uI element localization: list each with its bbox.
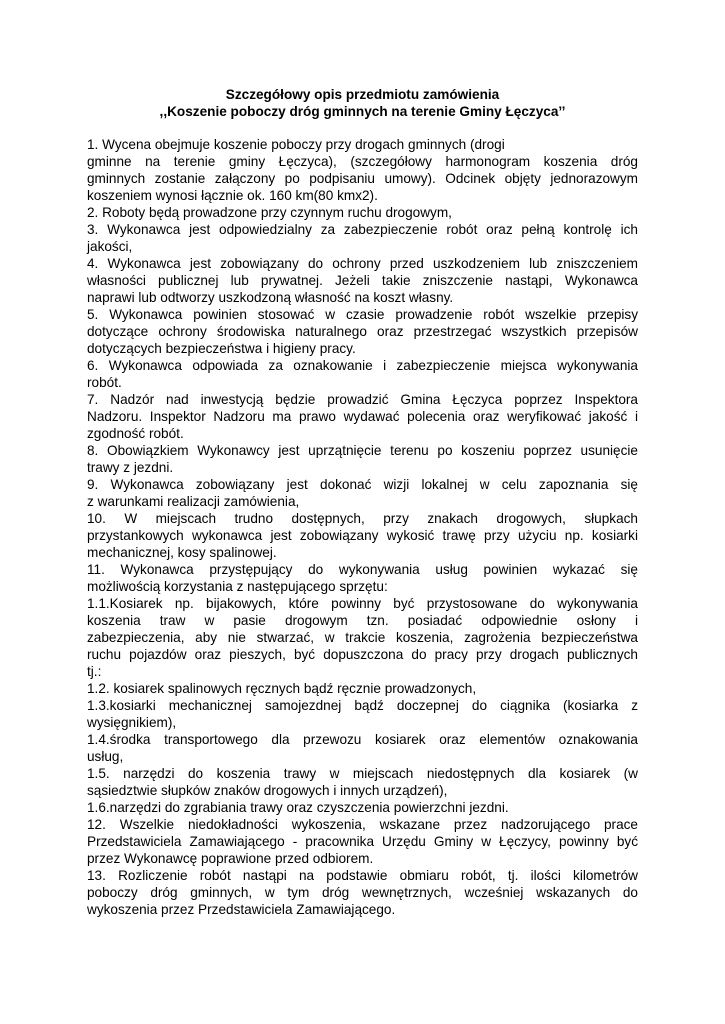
text-line: ruchu pojazdów oraz pieszych, być dopuszczona do pracy przy drogach publicznych: [87, 647, 638, 662]
text-line: trawy z jezdni.: [87, 460, 174, 475]
text-line: 5. Wykonawca powinien stosować w czasie prowadzenie robót wszelkie przepisy: [87, 307, 638, 322]
text-line: mechanicznej, kosy spalinowej.: [87, 545, 277, 560]
text-line: 8. Obowiązkiem Wykonawcy jest uprzątnięcie terenu po koszeniu poprzez usunięcie: [87, 443, 638, 458]
text-line: zabezpieczenia, aby nie stwarzać, w trakcie koszenia, zagrożenia bezpieczeństwa: [87, 630, 638, 645]
text-line: 4. Wykonawca jest zobowiązany do ochrony przed uszkodzeniem lub zniszczeniem: [87, 256, 638, 271]
text-line: 9. Wykonawca zobowiązany jest dokonać wizji lokalnej w celu zapoznania się: [87, 477, 638, 492]
text-line: koszenia traw w pasie drogowym tzn. posiadać odpowiednie osłony i: [87, 613, 638, 628]
text-line: 3. Wykonawca jest odpowiedzialny za zabezpieczenie robót oraz pełną kontrolę ich: [87, 222, 638, 237]
text-line: 2. Roboty będą prowadzone przy czynnym ruchu drogowym,: [87, 205, 452, 220]
text-line: 1.1.Kosiarek np. bijakowych, które powinny być przystosowane do wykonywania: [87, 596, 638, 611]
text-line: własności publicznej lub prywatnej. Jeżeli takie zniszczenie nastąpi, Wykonawca: [87, 273, 638, 288]
text-line: poboczy dróg gminnych, w tym dróg wewnętrznych, wcześniej wskazanych do: [87, 885, 638, 900]
text-line: 1.2. kosiarek spalinowych ręcznych bądź ręcznie prowadzonych,: [87, 681, 477, 696]
text-line: dotyczących bezpieczeństwa i higieny pracy.: [87, 341, 356, 356]
text-line: gminnych zostanie załączony po podpisaniu umowy). Odcinek objęty jednorazowym: [87, 171, 638, 186]
text-line: Nadzoru. Inspektor Nadzoru ma prawo wydawać polecenia oraz weryfikować jakość i: [87, 409, 638, 424]
text-line: 7. Nadzór nad inwestycją będzie prowadzić Gmina Łęczyca poprzez Inspektora: [87, 392, 638, 407]
text-line: wysięgnikiem),: [87, 715, 177, 730]
text-line: 10. W miejscach trudno dostępnych, przy znakach drogowych, słupkach: [87, 511, 638, 526]
text-line: 1.5. narzędzi do koszenia trawy w miejscach niedostępnych dla kosiarek (w: [87, 766, 638, 781]
text-line: przystankowych wykonawca jest zobowiązany wykosić trawę przy użyciu np. kosiarki: [87, 528, 638, 543]
text-line: 1.3.kosiarki mechanicznej samojezdnej bądź doczepnej do ciągnika (kosiarka z: [87, 698, 638, 713]
text-line: zgodność robót.: [87, 426, 184, 441]
text-line: 1. Wycena obejmuje koszenie poboczy przy drogach gminnych (drogi: [87, 137, 505, 152]
text-line: 11. Wykonawca przystępujący do wykonywania usług powinien wykazać się: [87, 562, 638, 577]
text-line: 6. Wykonawca odpowiada za oznakowanie i zabezpieczenie miejsca wykonywania: [87, 358, 638, 373]
text-line: usług,: [87, 749, 124, 764]
text-line: 13. Rozliczenie robót nastąpi na podstawie obmiaru robót, tj. ilości kilometrów: [87, 868, 638, 883]
text-line: dotyczące ochrony środowiska naturalnego oraz przestrzegać wszystkich przepisów: [87, 324, 638, 339]
text-line: 1.4.środka transportowego dla przewozu kosiarek oraz elementów oznakowania: [87, 732, 638, 747]
text-line: sąsiedztwie słupków znaków drogowych i innych urządzeń),: [87, 783, 448, 798]
text-line: jakości,: [87, 239, 133, 254]
text-line: 1.6.narzędzi do zgrabiania trawy oraz czyszczenia powierzchni jezdni.: [87, 800, 509, 815]
text-line: wykoszenia przez Przedstawiciela Zamawiającego.: [87, 902, 396, 917]
document-subtitle: ,,Koszenie poboczy dróg gminnych na terenie Gminy Łęczyca’’: [159, 104, 566, 119]
document-title: Szczegółowy opis przedmiotu zamówienia: [225, 87, 500, 102]
text-line: robót.: [87, 375, 122, 390]
text-line: koszeniem wynosi łącznie ok. 160 km(80 kmx2).: [87, 188, 378, 203]
text-line: gminne na terenie gminy Łęczyca), (szczegółowy harmonogram koszenia dróg: [87, 154, 638, 169]
text-line: 12. Wszelkie niedokładności wykoszenia, wskazane przez nadzorującego prace: [87, 817, 638, 832]
text-line: naprawi lub odtworzy uszkodzoną własność na koszt własny.: [87, 290, 454, 305]
text-line: możliwością korzystania z następującego sprzętu:: [87, 579, 388, 594]
text-line: Przedstawiciela Zamawiającego - pracownika Urzędu Gminy w Łęczycy, powinny być: [87, 834, 638, 849]
text-line: z warunkami realizacji zamówienia,: [87, 494, 300, 509]
text-line: tj.:: [87, 664, 102, 679]
text-line: przez Wykonawcę poprawione przed odbiorem.: [87, 851, 374, 866]
